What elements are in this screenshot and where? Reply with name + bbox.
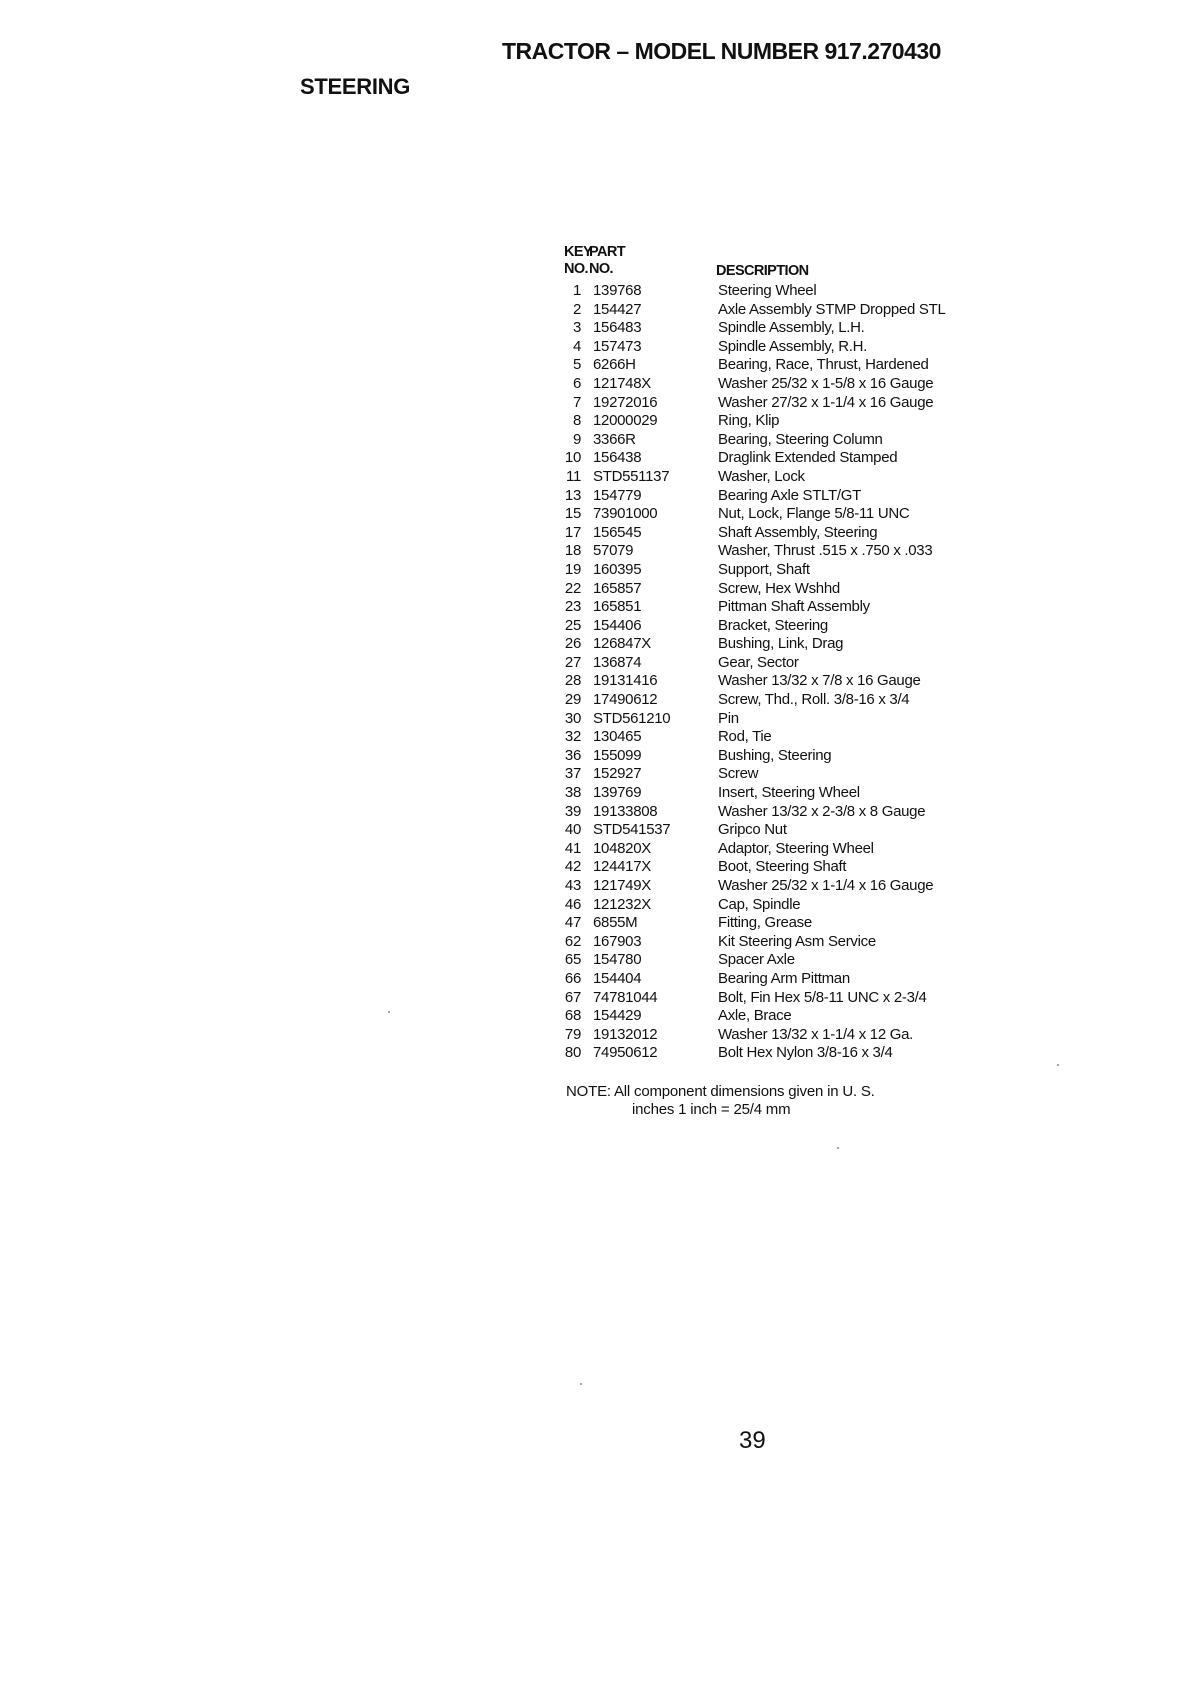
description-cell: Nut, Lock, Flange 5/8-11 UNC: [718, 505, 910, 523]
part-no-cell: 155099: [593, 746, 642, 764]
part-no-cell: 139769: [593, 784, 642, 802]
key-no-cell: 30: [564, 709, 581, 727]
description-cell: Spindle Assembly, L.H.: [718, 319, 865, 337]
key-no-cell: 66: [564, 969, 581, 987]
part-no-cell: 6855M: [593, 914, 638, 932]
description-cell: Fitting, Grease: [718, 914, 812, 932]
note-line1: All component dimensions given in U. S.: [613, 1083, 875, 1100]
part-no-cell: STD561210: [593, 709, 671, 727]
key-no-cell: 18: [564, 542, 581, 560]
key-no-cell: 10: [564, 449, 581, 467]
description-cell: Washer, Thrust .515 x .750 x .033: [718, 542, 933, 560]
part-no-cell: 19133808: [593, 802, 658, 820]
scan-speck: [1057, 1064, 1059, 1066]
key-no-cell: 7: [572, 393, 581, 411]
part-no-cell: 154780: [593, 951, 642, 969]
scan-speck: [837, 1147, 839, 1149]
key-no-cell: 32: [564, 728, 581, 746]
description-cell: Bearing, Race, Thrust, Hardened: [718, 356, 929, 374]
part-no-cell: STD541537: [593, 821, 671, 839]
key-no-cell: 1: [572, 282, 581, 299]
part-no-cell: 165857: [593, 579, 642, 597]
description-header: DESCRIPTION: [716, 263, 809, 279]
part-no-cell: 156483: [593, 319, 642, 337]
part-no-cell: 126847X: [593, 635, 651, 653]
part-no-cell: 130465: [593, 728, 642, 746]
part-no-cell: 3366R: [593, 430, 636, 448]
note-label: NOTE:: [566, 1083, 611, 1100]
description-cell: Kit Steering Asm Service: [718, 932, 876, 950]
part-no-cell: 160395: [593, 560, 642, 578]
note: [566, 1083, 875, 1119]
key-no-cell: 9: [572, 430, 581, 448]
description-cell: Washer 25/32 x 1-1/4 x 16 Gauge: [718, 877, 934, 894]
part-no-cell: 154404: [593, 969, 642, 987]
description-cell: Axle Assembly STMP Dropped STL: [718, 300, 946, 318]
part-no-cell: 74950612: [593, 1044, 658, 1062]
key-no-cell: 4: [572, 337, 581, 355]
part-no-cell: 74781044: [593, 988, 658, 1006]
key-no-cell: 46: [564, 895, 581, 913]
key-no-cell: 36: [564, 746, 581, 764]
description-cell: Shaft Assembly, Steering: [718, 523, 878, 541]
key-no-cell: 13: [564, 486, 581, 504]
page-title: TRACTOR – MODEL NUMBER 917.270430: [502, 38, 941, 64]
key-no-cell: 8: [572, 412, 581, 430]
description-cell: Screw: [718, 765, 759, 783]
part-no-cell: 12000029: [593, 412, 658, 430]
description-cell: Draglink Extended Stamped: [718, 449, 898, 467]
key-no-cell: 37: [564, 765, 581, 783]
description-cell: Adaptor, Steering Wheel: [718, 839, 874, 857]
section-title: STEERING: [300, 74, 411, 99]
part-no-cell: 165851: [593, 598, 642, 616]
description-cell: Washer 27/32 x 1-1/4 x 16 Gauge: [718, 393, 934, 411]
description-cell: Gear, Sector: [718, 653, 799, 671]
part-no-cell: 124417X: [593, 858, 651, 876]
part-no-header: NO.: [589, 261, 613, 277]
key-no-cell: 28: [564, 672, 581, 690]
part-no-cell: 154427: [593, 300, 642, 318]
description-cell: Bushing, Link, Drag: [718, 635, 844, 653]
key-no-cell: 80: [564, 1044, 581, 1062]
key-no-cell: 3: [572, 319, 581, 337]
description-cell: Cap, Spindle: [718, 895, 801, 913]
key-no-cell: 26: [564, 635, 581, 653]
description-cell: Bushing, Steering: [718, 746, 832, 764]
key-no-cell: 65: [564, 951, 581, 969]
description-cell: Washer 25/32 x 1-5/8 x 16 Gauge: [718, 374, 934, 392]
description-cell: Bearing, Steering Column: [718, 430, 883, 448]
description-cell: Bearing Axle STLT/GT: [718, 486, 861, 504]
description-cell: Screw, Thd., Roll. 3/8-16 x 3/4: [718, 691, 910, 709]
description-cell: Pittman Shaft Assembly: [718, 598, 870, 616]
key-no-cell: 6: [572, 374, 581, 392]
part-no-cell: 157473: [593, 337, 642, 355]
scan-speck: [388, 1011, 390, 1013]
part-no-cell: 73901000: [593, 505, 658, 523]
description-cell: Support, Shaft: [718, 560, 810, 578]
description-cell: Axle, Brace: [718, 1007, 792, 1025]
key-no-cell: 41: [564, 839, 581, 857]
key-no-cell: 25: [564, 616, 581, 634]
description-cell: Bracket, Steering: [718, 616, 828, 634]
description-cell: Rod, Tie: [718, 728, 772, 746]
key-no-cell: 2: [572, 300, 581, 318]
key-no-cell: 47: [564, 914, 581, 932]
description-cell: Boot, Steering Shaft: [718, 858, 847, 876]
key-no-cell: 27: [564, 653, 581, 671]
part-no-cell: 121232X: [593, 895, 651, 913]
description-cell: Insert, Steering Wheel: [718, 784, 860, 802]
description-cell: Ring, Klip: [718, 412, 780, 430]
part-no-cell: 104820X: [593, 839, 651, 857]
key-no-cell: 40: [564, 821, 581, 839]
description-cell: Steering Wheel: [718, 282, 817, 299]
key-no-cell: 79: [564, 1025, 581, 1043]
description-cell: Washer 13/32 x 7/8 x 16 Gauge: [718, 672, 921, 690]
part-header: PART: [589, 244, 625, 260]
key-no-cell: 5: [572, 356, 581, 374]
part-no-cell: 121748X: [593, 374, 651, 392]
part-no-cell: 139768: [593, 282, 642, 299]
description-cell: Pin: [718, 709, 739, 727]
part-no-cell: 154406: [593, 616, 642, 634]
part-no-cell: 136874: [593, 653, 642, 671]
page-number: 39: [739, 1427, 766, 1454]
part-no-cell: 154779: [593, 486, 642, 504]
part-no-cell: 57079: [593, 542, 634, 560]
key-no-cell: 62: [564, 932, 581, 950]
key-no-cell: 29: [564, 691, 581, 709]
part-no-cell: 19132012: [593, 1025, 658, 1043]
key-header: KEY: [564, 244, 593, 260]
key-no-cell: 17: [564, 523, 581, 541]
key-no-cell: 23: [564, 598, 581, 616]
description-cell: Screw, Hex Wshhd: [718, 579, 840, 597]
description-cell: Gripco Nut: [718, 821, 787, 839]
description-cell: Spacer Axle: [718, 951, 795, 969]
key-no-cell: 43: [564, 877, 581, 894]
key-no-cell: 38: [564, 784, 581, 802]
description-cell: Washer 13/32 x 2-3/8 x 8 Gauge: [718, 802, 926, 820]
part-no-cell: 167903: [593, 932, 642, 950]
part-no-cell: 154429: [593, 1007, 642, 1025]
key-no-cell: 42: [564, 858, 581, 876]
part-no-cell: 19272016: [593, 393, 658, 411]
key-no-cell: 19: [564, 560, 581, 578]
description-cell: Bearing Arm Pittman: [718, 969, 850, 987]
key-no-header: NO.: [564, 261, 588, 277]
description-cell: Bolt Hex Nylon 3/8-16 x 3/4: [718, 1044, 893, 1062]
key-no-cell: 68: [564, 1007, 581, 1025]
key-no-cell: 15: [564, 505, 581, 523]
description-cell: Spindle Assembly, R.H.: [718, 337, 868, 355]
part-no-cell: 17490612: [593, 691, 658, 709]
scan-speck: [580, 1383, 582, 1385]
key-no-cell: 67: [564, 988, 581, 1006]
part-no-cell: 156545: [593, 523, 642, 541]
part-no-cell: STD551137: [593, 467, 670, 485]
part-no-cell: 156438: [593, 449, 642, 467]
part-no-cell: 121749X: [593, 877, 651, 894]
description-cell: Bolt, Fin Hex 5/8-11 UNC x 2-3/4: [718, 988, 927, 1006]
description-cell: Washer 13/32 x 1-1/4 x 12 Ga.: [718, 1025, 914, 1043]
part-no-cell: 152927: [593, 765, 642, 783]
key-no-cell: 11: [566, 467, 581, 485]
part-no-cell: 19131416: [593, 672, 658, 690]
note-line2: inches 1 inch = 25/4 mm: [632, 1101, 791, 1118]
key-no-cell: 39: [564, 802, 581, 820]
key-no-cell: 22: [564, 579, 581, 597]
description-cell: Washer, Lock: [718, 467, 805, 485]
part-no-cell: 6266H: [593, 356, 636, 374]
